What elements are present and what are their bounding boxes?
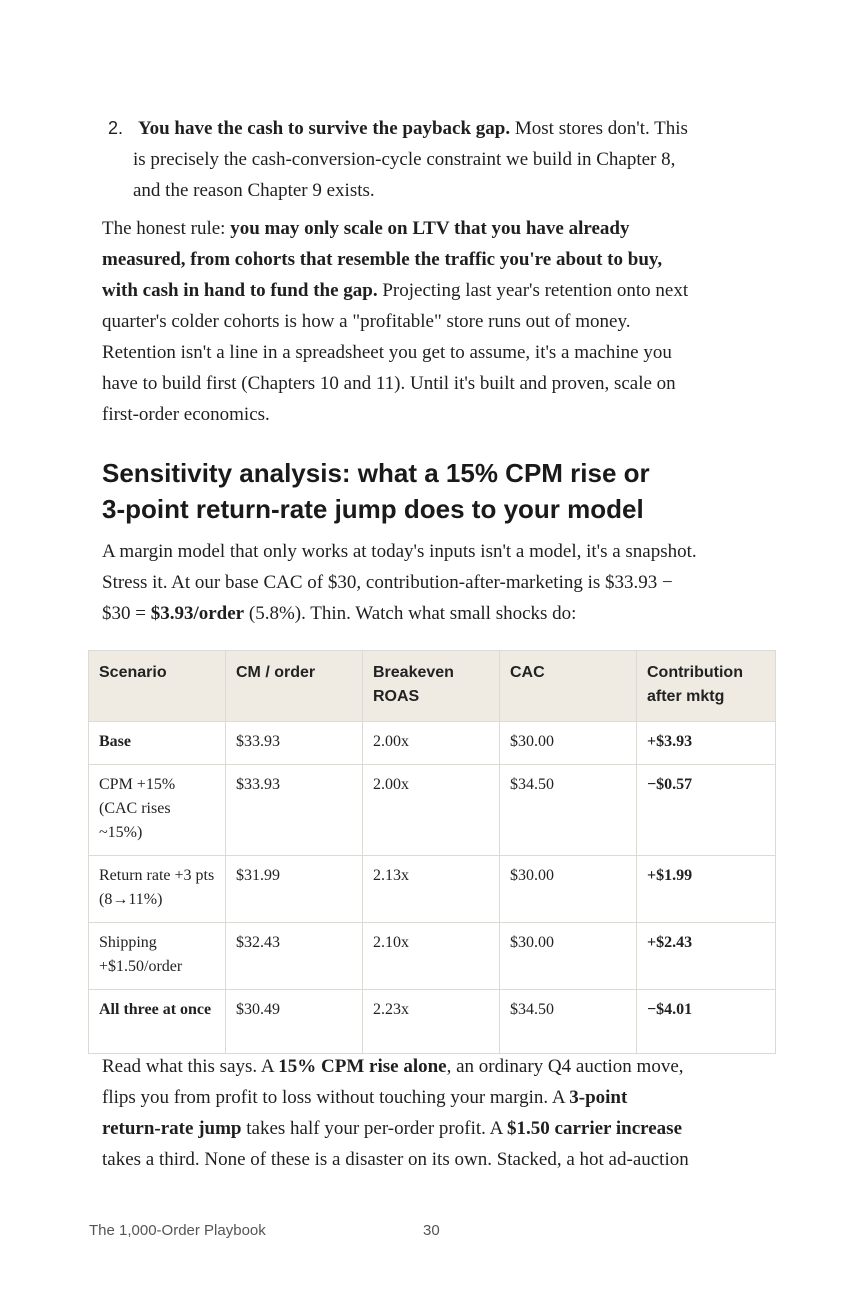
table-cell: 2.13x bbox=[363, 856, 500, 923]
list-item-text: Most stores don't. This bbox=[510, 118, 688, 139]
bold-span: 15% CPM rise alone bbox=[278, 1056, 447, 1077]
paragraph-line: Stress it. At our base CAC of $30, contribution-after-marketing is $33.93 − bbox=[102, 572, 673, 593]
heading-line: Sensitivity analysis: what a 15% CPM rise or bbox=[102, 458, 650, 488]
paragraph-line: have to build first (Chapters 10 and 11). Until it's built and proven, scale on bbox=[102, 373, 676, 394]
list-number: 2. bbox=[108, 118, 124, 138]
bold-span: 3-point bbox=[569, 1087, 628, 1108]
table-cell: $33.93 bbox=[226, 765, 363, 856]
honest-rule-paragraph bbox=[102, 213, 772, 430]
text-span: , an ordinary Q4 auction move, bbox=[446, 1056, 684, 1077]
bold-span: $1.50 carrier increase bbox=[507, 1118, 683, 1139]
table-row bbox=[89, 990, 776, 1054]
table-header-row bbox=[89, 651, 776, 722]
table-cell: +$2.43 bbox=[637, 923, 776, 990]
text-span: takes half your per-order profit. A bbox=[241, 1118, 508, 1139]
column-header: Breakeven ROAS bbox=[363, 651, 500, 722]
table-cell: 2.10x bbox=[363, 923, 500, 990]
table-cell: Shipping +$1.50/order bbox=[89, 923, 226, 990]
bold-span: with cash in hand to fund the gap. bbox=[102, 280, 378, 301]
table-cell: $30.49 bbox=[226, 990, 363, 1054]
closing-paragraph bbox=[102, 1051, 772, 1175]
table-cell: +$3.93 bbox=[637, 722, 776, 765]
column-header: Contribution after mktg bbox=[637, 651, 776, 722]
list-item-bold-lead: You have the cash to survive the payback gap. bbox=[138, 118, 511, 139]
table-row bbox=[89, 856, 776, 923]
table-cell: Return rate +3 pts (8→11%) bbox=[89, 856, 226, 923]
bold-span: return-rate jump bbox=[102, 1118, 242, 1139]
text-span: (5.8%). Thin. Watch what small shocks do: bbox=[244, 603, 577, 624]
table-cell: All three at once bbox=[89, 990, 226, 1054]
text-span: flips you from profit to loss without touching your margin. A bbox=[102, 1087, 570, 1108]
table-cell: Base bbox=[89, 722, 226, 765]
column-header: CM / order bbox=[226, 651, 363, 722]
column-header: Scenario bbox=[89, 651, 226, 722]
footer-book-title: The 1,000-Order Playbook bbox=[89, 1222, 266, 1239]
table-row bbox=[89, 765, 776, 856]
table-cell: $32.43 bbox=[226, 923, 363, 990]
table-row bbox=[89, 722, 776, 765]
bold-span: $3.93/order bbox=[150, 603, 245, 624]
section-heading bbox=[102, 455, 782, 527]
heading-line: 3-point return-rate jump does to your model bbox=[102, 494, 644, 524]
numbered-list-item bbox=[108, 113, 768, 206]
paragraph-line: takes a third. None of these is a disaster on its own. Stacked, a hot ad-auction bbox=[102, 1149, 689, 1170]
paragraph-line: first-order economics. bbox=[102, 404, 270, 425]
column-header: CAC bbox=[500, 651, 637, 722]
table-cell: CPM +15% (CAC rises ~15%) bbox=[89, 765, 226, 856]
table-cell: $31.99 bbox=[226, 856, 363, 923]
table-cell: −$0.57 bbox=[637, 765, 776, 856]
list-item-body bbox=[133, 113, 768, 206]
table-cell: $30.00 bbox=[500, 923, 637, 990]
table-cell: $30.00 bbox=[500, 722, 637, 765]
paragraph-line: Retention isn't a line in a spreadsheet you get to assume, it's a machine you bbox=[102, 342, 672, 363]
table-cell: −$4.01 bbox=[637, 990, 776, 1054]
table-cell: $30.00 bbox=[500, 856, 637, 923]
sensitivity-table bbox=[88, 650, 776, 1054]
text-span: $30 = bbox=[102, 603, 151, 624]
table-row bbox=[89, 923, 776, 990]
text-span: Projecting last year's retention onto next bbox=[377, 280, 689, 301]
bold-span: measured, from cohorts that resemble the traffic you're about to buy, bbox=[102, 249, 663, 270]
table-cell: $33.93 bbox=[226, 722, 363, 765]
table-cell: 2.00x bbox=[363, 765, 500, 856]
table-cell: 2.23x bbox=[363, 990, 500, 1054]
table-cell: +$1.99 bbox=[637, 856, 776, 923]
list-item-line: is precisely the cash-conversion-cycle constraint we build in Chapter 8, bbox=[133, 149, 676, 170]
paragraph-line: A margin model that only works at today's inputs isn't a model, it's a snapshot. bbox=[102, 541, 697, 562]
footer-page-number: 30 bbox=[423, 1222, 440, 1239]
list-item-line: and the reason Chapter 9 exists. bbox=[133, 180, 375, 201]
text-span: The honest rule: bbox=[102, 218, 231, 239]
bold-span: you may only scale on LTV that you have already bbox=[230, 218, 630, 239]
text-span: Read what this says. A bbox=[102, 1056, 279, 1077]
paragraph-line: quarter's colder cohorts is how a "profitable" store runs out of money. bbox=[102, 311, 631, 332]
table-cell: $34.50 bbox=[500, 990, 637, 1054]
intro-paragraph bbox=[102, 536, 772, 629]
table-cell: 2.00x bbox=[363, 722, 500, 765]
table-cell: $34.50 bbox=[500, 765, 637, 856]
